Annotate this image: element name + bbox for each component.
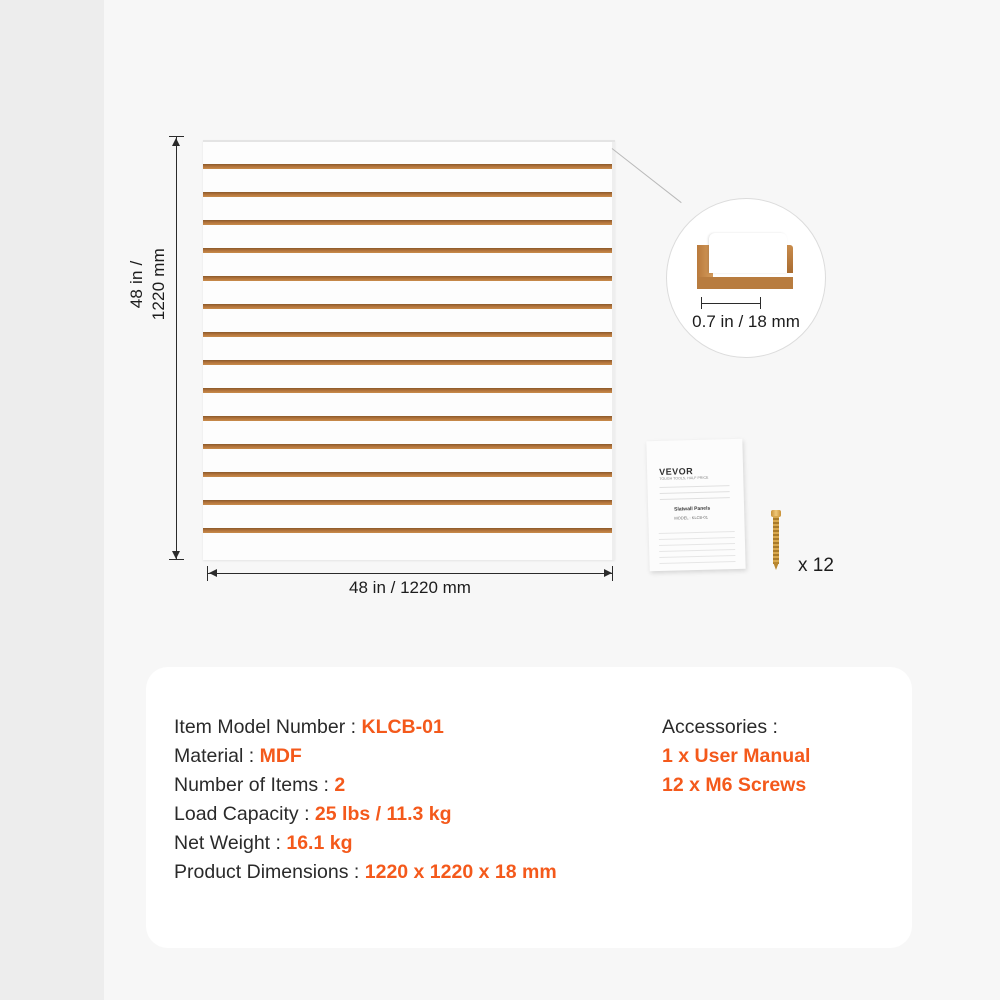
manual-title-label: Slatwall Panels <box>674 505 711 513</box>
accessory-item: 12 x M6 Screws <box>662 774 807 796</box>
thickness-label: 0.7 in / 18 mm <box>692 312 800 331</box>
spec-label: Net Weight : <box>174 832 287 854</box>
spec-value: 16.1 kg <box>286 832 353 854</box>
thickness-callout-circle <box>666 198 826 358</box>
height-label-line2: 1220 mm <box>149 248 168 321</box>
manual-tagline: TOUGH TOOLS, HALF PRICE <box>659 475 709 481</box>
spec-label: Product Dimensions : <box>174 861 365 883</box>
spec-row <box>174 800 614 829</box>
spec-row <box>174 771 614 800</box>
height-dimension-cap-bottom <box>169 559 184 560</box>
screw-illustration <box>770 510 782 568</box>
width-arrow-right-icon <box>604 569 612 577</box>
specification-card <box>146 667 912 948</box>
slatwall-panel <box>203 140 615 560</box>
spec-value: 1220 x 1220 x 18 mm <box>364 861 557 883</box>
spec-label: Material : <box>174 745 260 767</box>
spec-label: Number of Items : <box>174 774 335 796</box>
accessories-list <box>662 713 892 800</box>
spec-row <box>174 742 614 771</box>
accessory-item: 1 x User Manual <box>662 745 811 767</box>
spec-row <box>174 829 614 858</box>
spec-row <box>174 713 614 742</box>
screw-tip <box>773 562 779 570</box>
height-dimension-cap-top <box>169 136 184 137</box>
manual-brand-label: VEVOR <box>658 466 694 477</box>
screw-shaft <box>773 516 779 564</box>
width-dimension-cap-right <box>612 566 613 581</box>
slatwall-panel-illustration <box>203 140 615 558</box>
spec-value: KLCB-01 <box>361 716 444 738</box>
height-arrow-up-icon <box>172 138 180 146</box>
left-margin-strip <box>0 0 104 1000</box>
spec-value: 2 <box>334 774 346 796</box>
screw-count-label: x 12 <box>798 555 834 576</box>
manual-model-label: MODEL : KLCB-01 <box>674 514 709 521</box>
spec-value: 25 lbs / 11.3 kg <box>314 803 452 825</box>
width-arrow-left-icon <box>209 569 217 577</box>
spec-label: Load Capacity : <box>174 803 315 825</box>
accessories-title: Accessories : <box>662 716 778 738</box>
height-arrow-down-icon <box>172 551 180 559</box>
width-dimension-cap-left <box>207 566 208 581</box>
thickness-cap-left <box>701 297 702 309</box>
thickness-cap-right <box>760 297 761 309</box>
height-label-line1: 48 in / <box>127 260 146 308</box>
height-dimension-line <box>176 136 177 560</box>
height-dimension-label <box>126 248 166 320</box>
spec-label: Item Model Number : <box>174 716 362 738</box>
user-manual-illustration <box>646 439 745 571</box>
panel-edge-detail <box>697 233 793 293</box>
width-dimension-label: 48 in / 1220 mm <box>349 578 471 597</box>
spec-row <box>174 858 614 887</box>
spec-value: MDF <box>259 745 302 767</box>
panel-right-edge <box>612 142 615 560</box>
spec-list <box>174 713 614 887</box>
width-dimension-line <box>207 573 613 574</box>
thickness-dimension-line <box>701 303 761 304</box>
